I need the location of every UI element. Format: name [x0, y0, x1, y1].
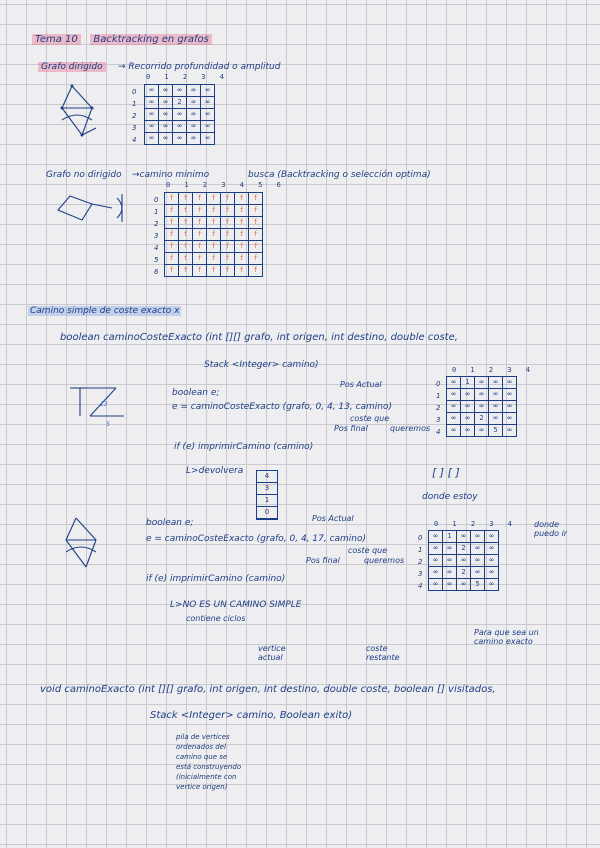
matrix-cell: ∞	[485, 555, 499, 567]
matrix-cell: ∞	[201, 85, 215, 97]
section3-heading: Camino simple de coste exacto x	[30, 306, 180, 316]
matrix-row	[429, 579, 499, 591]
matrix-cell: ∞	[145, 97, 159, 109]
matrix4-row-labels	[418, 532, 422, 592]
matrix-cell: f	[235, 205, 249, 217]
row-label: 1	[154, 208, 159, 216]
matrix-cell: f	[179, 265, 193, 277]
matrix-cell: f	[207, 253, 221, 265]
stack-entry: 1	[257, 495, 277, 507]
matrix-cell: f	[221, 253, 235, 265]
matrix-cell: ∞	[145, 109, 159, 121]
matrix2-header: 0 1 2 3 4 5 6	[166, 181, 286, 189]
matrix-cell: f	[207, 229, 221, 241]
matrix-cell: ∞	[471, 531, 485, 543]
matrix-cell: ∞	[173, 121, 187, 133]
matrix-cell: f	[221, 193, 235, 205]
ex1-pos-actual: Pos Actual	[340, 380, 382, 389]
matrix-cell: f	[235, 241, 249, 253]
matrix-cell: f	[249, 217, 263, 229]
matrix-cell: 5	[471, 579, 485, 591]
matrix-cell: ∞	[489, 377, 503, 389]
directed-graph-figure	[52, 80, 112, 150]
matrix-cell: f	[235, 265, 249, 277]
matrix-cell: ∞	[447, 377, 461, 389]
matrix-cell: f	[179, 253, 193, 265]
signature-line: boolean caminoCosteExacto (int [][] grafo, int origen, int destino, double coste,	[60, 332, 458, 343]
tema-label: Tema 10	[32, 34, 81, 45]
row-label: 4	[132, 136, 137, 144]
matrix2-row-labels	[154, 194, 158, 278]
matrix-cell: f	[179, 241, 193, 253]
note-line: (inicialmente con	[176, 773, 237, 781]
matrix-cell: f	[207, 217, 221, 229]
ex2-if-line: if (e) imprimirCamino (camino)	[146, 574, 286, 584]
matrix-cell: ∞	[187, 85, 201, 97]
row-label: 0	[132, 88, 137, 96]
section1-arrow-text: → Recorrido profundidad o amplitud	[118, 62, 281, 72]
matrix-row	[145, 97, 215, 109]
matrix-cell: f	[193, 253, 207, 265]
matrix-cell: f	[179, 193, 193, 205]
section4-stack-line: Stack <Integer> camino, Boolean exito)	[150, 710, 353, 721]
matrix-cell: ∞	[187, 109, 201, 121]
section1-heading: Grafo dirigido	[38, 62, 106, 72]
page-title	[32, 34, 212, 45]
matrix-cell: ∞	[461, 425, 475, 437]
matrix-cell: ∞	[447, 413, 461, 425]
row-label: 5	[154, 256, 159, 264]
matrix-cell: ∞	[173, 109, 187, 121]
matrix-cell: f	[235, 193, 249, 205]
matrix-cell: f	[165, 205, 179, 217]
note-line: vertice origen)	[176, 783, 228, 791]
matrix-cell: f	[179, 217, 193, 229]
matrix-cell: f	[193, 217, 207, 229]
matrix-row	[145, 121, 215, 133]
matrix-cell: ∞	[475, 389, 489, 401]
matrix-cell: f	[165, 193, 179, 205]
matrix-cell: ∞	[485, 579, 499, 591]
matrix-cell: ∞	[489, 401, 503, 413]
row-label: 0	[436, 380, 441, 388]
ex2-coste-que: coste que	[348, 546, 388, 555]
matrix-cell: f	[249, 205, 263, 217]
matrix-cell: f	[221, 265, 235, 277]
matrix1	[144, 84, 215, 145]
matrix-cell: ∞	[475, 377, 489, 389]
svg-text:5: 5	[106, 421, 110, 428]
matrix3-header: 0 1 2 3 4	[452, 366, 535, 374]
ex1-devolvera: L>devolvera	[186, 466, 244, 476]
matrix-cell: ∞	[201, 121, 215, 133]
matrix-cell: f	[221, 217, 235, 229]
stack-entry: 3	[257, 483, 277, 495]
matrix-cell: ∞	[145, 121, 159, 133]
ex2-pos-actual: Pos Actual	[312, 514, 354, 523]
matrix-row	[165, 241, 263, 253]
row-label: 0	[418, 534, 423, 542]
matrix-cell: ∞	[457, 531, 471, 543]
matrix-row	[165, 253, 263, 265]
subject-label: Backtracking en grafos	[90, 34, 211, 45]
note-line: está construyendo	[176, 763, 242, 771]
matrix-cell: ∞	[429, 579, 443, 591]
matrix-cell: ∞	[187, 97, 201, 109]
matrix-cell: ∞	[159, 121, 173, 133]
matrix-cell: ∞	[159, 109, 173, 121]
matrix-cell: f	[249, 193, 263, 205]
matrix-cell: ∞	[145, 85, 159, 97]
matrix-row	[145, 133, 215, 145]
section2-heading: Grafo no dirigido	[46, 170, 122, 180]
ex2-queremos: queremos	[364, 556, 405, 565]
note-line: pila de vertices	[176, 733, 230, 741]
svg-text:13: 13	[100, 401, 108, 408]
ex2-warning: L>NO ES UN CAMINO SIMPLE	[170, 600, 302, 610]
matrix-cell: f	[221, 229, 235, 241]
matrix-cell: ∞	[461, 389, 475, 401]
matrix-cell: ∞	[475, 401, 489, 413]
matrix-cell: 1	[461, 377, 475, 389]
vertice-actual: vertice actual	[258, 644, 286, 662]
matrix-cell: ∞	[145, 133, 159, 145]
matrix-cell: ∞	[461, 413, 475, 425]
matrix-cell: ∞	[173, 85, 187, 97]
matrix-row	[429, 567, 499, 579]
matrix-cell: f	[165, 229, 179, 241]
section2-busca-text: busca (Backtracking o selección optima)	[248, 170, 431, 180]
row-label: 2	[132, 112, 137, 120]
matrix-cell: ∞	[159, 97, 173, 109]
matrix-cell: 1	[443, 531, 457, 543]
matrix-cell: f	[165, 265, 179, 277]
matrix-cell: ∞	[443, 567, 457, 579]
row-label: 4	[418, 582, 423, 590]
matrix-cell: f	[193, 265, 207, 277]
ex2-warning-sub: contiene ciclos	[186, 614, 246, 623]
matrix-cell: ∞	[471, 543, 485, 555]
stack-entry: 0	[257, 507, 277, 519]
matrix3-row-labels	[436, 378, 440, 438]
matrix-row	[165, 265, 263, 277]
matrix-cell: f	[207, 205, 221, 217]
matrix-cell: 5	[489, 425, 503, 437]
matrix-cell: f	[207, 265, 221, 277]
matrix1-row-labels	[132, 86, 136, 146]
matrix-row	[165, 205, 263, 217]
matrix-cell: ∞	[447, 401, 461, 413]
matrix-cell: f	[193, 229, 207, 241]
matrix-cell: ∞	[443, 555, 457, 567]
matrix-cell: f	[249, 265, 263, 277]
matrix3	[446, 376, 517, 437]
ex2-donde-estoy: donde estoy	[422, 492, 478, 502]
stack-entry: 4	[257, 471, 277, 483]
matrix-cell: ∞	[485, 567, 499, 579]
matrix-cell: f	[193, 193, 207, 205]
matrix-cell: ∞	[503, 377, 517, 389]
matrix-cell: ∞	[201, 133, 215, 145]
coste-restante: coste restante	[366, 644, 400, 662]
matrix-row	[429, 531, 499, 543]
matrix-cell: ∞	[443, 579, 457, 591]
row-label: 4	[154, 244, 159, 252]
matrix-cell: ∞	[503, 389, 517, 401]
matrix-cell: ∞	[503, 401, 517, 413]
matrix-cell: ∞	[159, 85, 173, 97]
matrix4-header: 0 1 2 3 4	[434, 520, 517, 528]
matrix-cell: f	[179, 205, 193, 217]
matrix-cell: ∞	[471, 555, 485, 567]
matrix-cell: ∞	[457, 579, 471, 591]
ex1-queremos: queremos	[390, 424, 431, 433]
matrix-cell: ∞	[201, 109, 215, 121]
matrix-cell: ∞	[173, 133, 187, 145]
row-label: 3	[436, 416, 441, 424]
matrix-cell: f	[193, 205, 207, 217]
ex1-coste-que: coste que	[350, 414, 390, 423]
matrix-cell: ∞	[489, 389, 503, 401]
row-label: 1	[436, 392, 441, 400]
row-label: 2	[436, 404, 441, 412]
row-label: 2	[154, 220, 159, 228]
matrix1-header: 0 1 2 3 4	[146, 73, 229, 81]
ex1-if-line: if (e) imprimirCamino (camino)	[174, 442, 314, 452]
matrix-cell: ∞	[503, 425, 517, 437]
matrix-cell: f	[249, 241, 263, 253]
matrix-cell: f	[221, 241, 235, 253]
matrix-cell: ∞	[187, 133, 201, 145]
matrix-row	[447, 413, 517, 425]
ex1-call-line: e = caminoCosteExacto (grafo, 0, 4, 13, camino)	[172, 402, 393, 412]
matrix-cell: f	[207, 193, 221, 205]
ex2-donde-puedo: donde puedo ir	[534, 520, 568, 538]
matrix-cell: f	[179, 229, 193, 241]
matrix-cell: f	[207, 241, 221, 253]
row-label: 3	[418, 570, 423, 578]
row-label: 0	[154, 196, 159, 204]
matrix-row	[447, 401, 517, 413]
matrix-cell: f	[165, 241, 179, 253]
matrix-cell: ∞	[489, 413, 503, 425]
matrix-cell: ∞	[447, 425, 461, 437]
matrix-cell: 2	[173, 97, 187, 109]
ex1-pos-final: Pos final	[334, 424, 368, 433]
matrix-cell: ∞	[429, 543, 443, 555]
matrix-cell: ∞	[461, 401, 475, 413]
matrix-row	[429, 555, 499, 567]
row-label: 3	[132, 124, 137, 132]
matrix-cell: ∞	[429, 567, 443, 579]
matrix-cell: ∞	[429, 531, 443, 543]
stack-note	[176, 732, 241, 792]
matrix-row	[145, 109, 215, 121]
note-line: ordenados del	[176, 743, 226, 751]
matrix-cell: ∞	[201, 97, 215, 109]
matrix-row	[429, 543, 499, 555]
matrix-cell: f	[165, 253, 179, 265]
matrix-row	[145, 85, 215, 97]
matrix-cell: ∞	[159, 133, 173, 145]
undirected-graph-figure	[52, 190, 142, 235]
ex2-brackets: [ ] [ ]	[432, 466, 460, 479]
matrix-cell: f	[165, 217, 179, 229]
section2-arrow-text: →camino minimo	[132, 170, 210, 180]
matrix-cell: ∞	[471, 567, 485, 579]
ex2-boolean-line: boolean e;	[146, 518, 194, 528]
example2-graph-figure	[56, 512, 116, 582]
matrix-cell: ∞	[485, 531, 499, 543]
matrix-row	[447, 377, 517, 389]
row-label: 4	[436, 428, 441, 436]
matrix2	[164, 192, 263, 277]
row-label: 1	[418, 546, 423, 554]
matrix-row	[165, 193, 263, 205]
matrix-cell: ∞	[485, 543, 499, 555]
row-label: 6	[154, 268, 159, 276]
matrix-cell: ∞	[447, 389, 461, 401]
ex2-call-line: e = caminoCosteExacto (grafo, 0, 4, 17, camino)	[146, 534, 367, 544]
row-label: 3	[154, 232, 159, 240]
void-line: void caminoExacto (int [][] grafo, int origen, int destino, double coste, boolean [] visitados,	[40, 684, 496, 695]
matrix-cell: f	[249, 229, 263, 241]
matrix-cell: f	[235, 229, 249, 241]
matrix-cell: ∞	[475, 425, 489, 437]
matrix-cell: ∞	[187, 121, 201, 133]
matrix-row	[447, 425, 517, 437]
matrix-cell: ∞	[429, 555, 443, 567]
matrix-cell: f	[235, 217, 249, 229]
matrix-cell: ∞	[457, 555, 471, 567]
matrix-cell: f	[235, 253, 249, 265]
matrix-cell: 2	[457, 543, 471, 555]
matrix4	[428, 530, 499, 591]
row-label: 2	[418, 558, 423, 566]
matrix-cell: 2	[475, 413, 489, 425]
matrix-row	[447, 389, 517, 401]
matrix-cell: 2	[457, 567, 471, 579]
matrix-cell: f	[249, 253, 263, 265]
note-line: camino que se	[176, 753, 228, 761]
para-que: Para que sea un camino exacto	[474, 628, 539, 646]
matrix-row	[165, 229, 263, 241]
matrix-cell: ∞	[443, 543, 457, 555]
matrix-row	[165, 217, 263, 229]
ex1-boolean-line: boolean e;	[172, 388, 220, 398]
example1-graph-figure	[62, 378, 142, 428]
matrix-cell: ∞	[503, 413, 517, 425]
ex1-stack	[256, 470, 278, 520]
matrix-cell: f	[221, 205, 235, 217]
row-label: 1	[132, 100, 137, 108]
matrix-cell: f	[193, 241, 207, 253]
ex2-pos-final: Pos final	[306, 556, 340, 565]
stack-line: Stack <Integer> camino)	[204, 360, 319, 370]
